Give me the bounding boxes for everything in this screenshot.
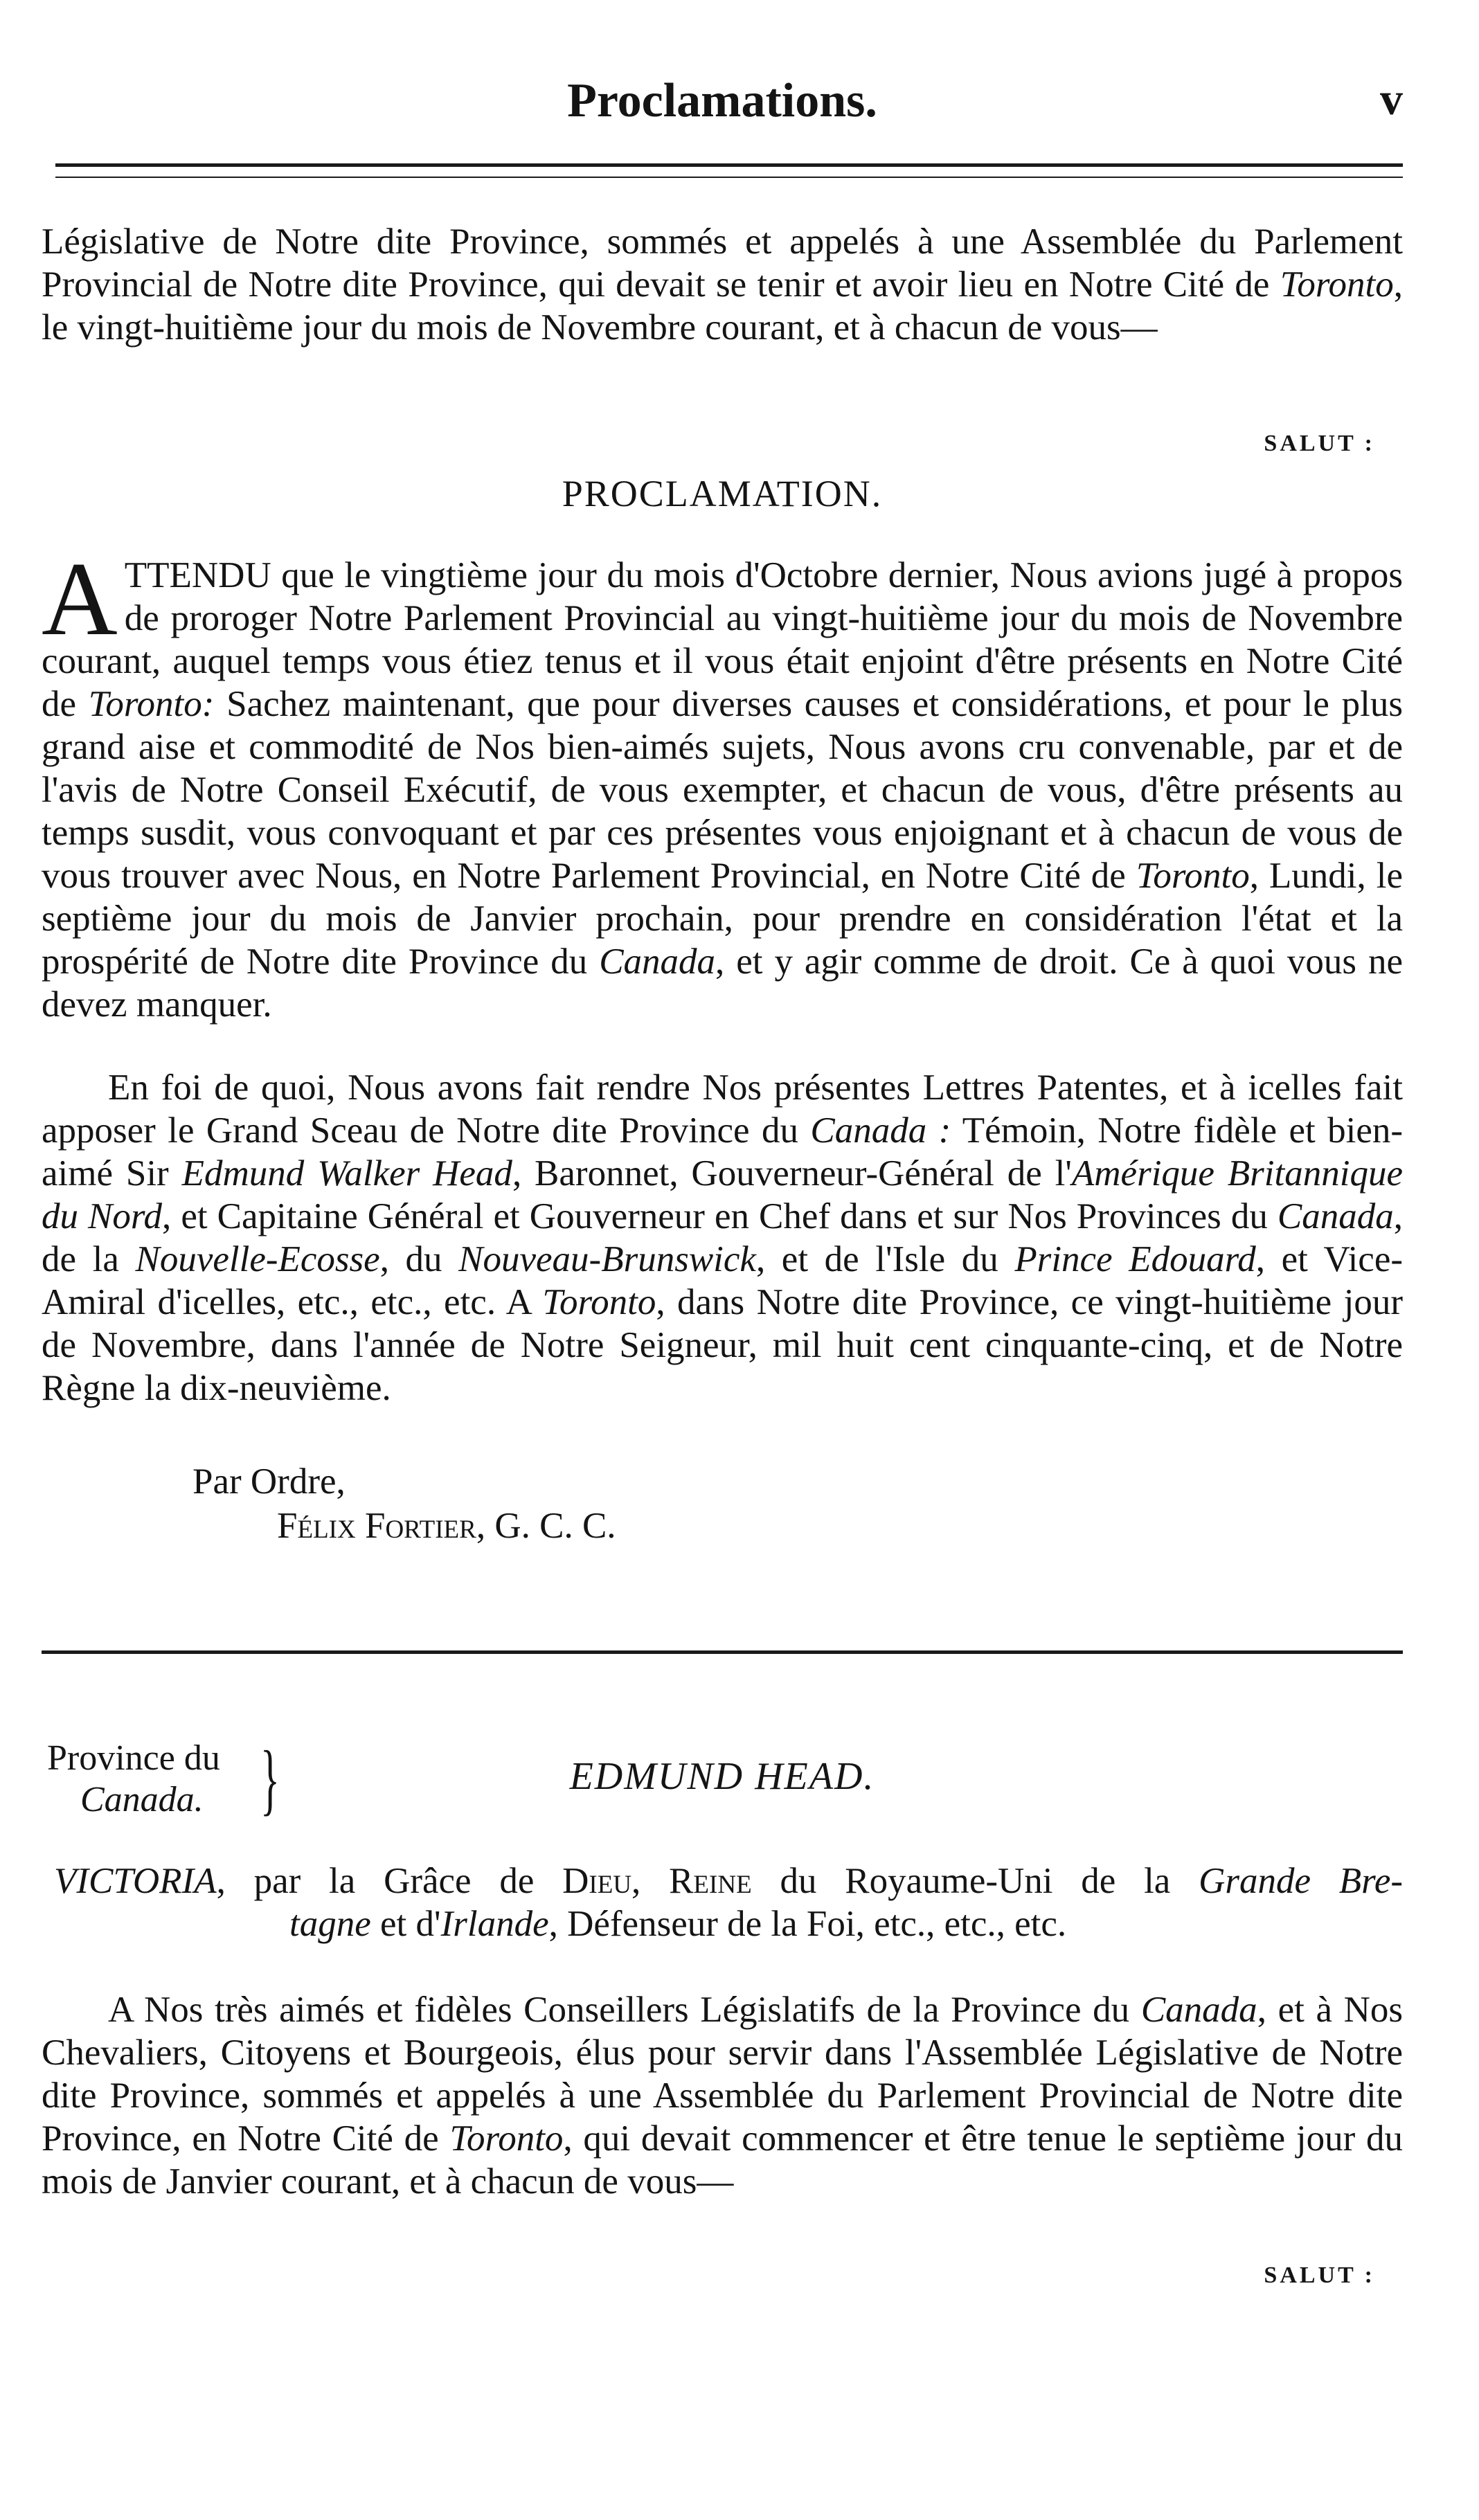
address-paragraph [42,1988,1403,2203]
proclamation-text-d: , et y agir comme de droit. Ce à quoi vous ne devez manquer. [42,942,1404,1025]
proclamation-paragraph [42,541,1404,1026]
section-divider [42,1650,1403,1654]
place-name: Amérique Britannique du Nord [42,1153,1403,1236]
proclamation-text-a: TTENDU que le vingtième jour du mois d'Octobre dernier, Nous avions jugé à propos de proroger Notre Parlement Provincial au vingt-huitième jour du mois de Novembre courant, auquel temps vous étiez tenus et il vous était enjoint d'être présents en Notre Cité de [42,555,1403,724]
royal-style-line-1 [54,1860,1403,1902]
testimony-text: , et de l'Isle du [755,1239,1015,1279]
salut-2: SALUT : [1264,2262,1375,2288]
place-name: Nouveau-Brunswick [458,1239,756,1279]
royal-style-text: et d' [370,1904,441,1944]
city-name: Toronto [449,2118,564,2159]
province-name: Canada [599,942,716,982]
province-name: Canada [1140,1990,1257,2030]
drop-cap: A [42,541,118,657]
continuation-text-end: , le vingt-huitième jour du mois de Novembre courant, et à chacun de vous— [42,264,1403,348]
testimony-text: , Baronnet, Gouverneur-Général de l' [512,1153,1072,1194]
place-name: Irlande [440,1904,549,1944]
province-name: Canada : [810,1110,951,1151]
proclamation-text-b: Sachez maintenant, que pour diverses causes et considérations, et pour le plus grand aise et commodité de Nos bien-aimés sujets, Nous avons cru convenable, par et de l'avis de Notre Conseil Exécutif, de vous exempter, et chacun de vous, d'être présents au temps susdit, vous convoquant et par ces présentes vous enjoignant et à chacun de vous de vous trouver avec Nous, en Notre Parlement Provincial, en Notre Cité de [42,684,1403,896]
signatory-name: Félix Fortier [277,1506,476,1546]
par-ordre: Par Ordre, [192,1461,346,1502]
testimony-paragraph [42,1066,1403,1410]
testimony-text: En foi de quoi, Nous avons fait rendre Nos présentes Lettres Patentes, et à icelles fait apposer le Grand Sceau de Notre dite Province du [42,1068,1403,1151]
continuation-paragraph [42,220,1403,349]
proclamation-heading: PROCLAMATION. [562,473,883,514]
city-name: Toronto [542,1282,656,1322]
testimony-text: , de la [42,1196,1403,1279]
royal-style-line-2 [54,1902,1403,1945]
salut-1: SALUT : [1264,431,1375,456]
city-name: Toronto [1280,264,1394,305]
royal-style-text: , par la Grâce de [216,1861,563,1901]
proclamation-text-c: , Lundi, le septième jour du mois de Janvier prochain, pour prendre en considération l'état et la prospérité de Notre dite Province du [42,856,1403,982]
testimony-text: , du [379,1239,459,1279]
city-name: Toronto [1136,856,1250,896]
address-text: , et à Nos Chevaliers, Citoyens et Bourgeois, élus pour servir dans l'Assemblée Législative de Notre dite Province, sommés et appelés à une Assemblée du Parlement Provincial de Notre dite Province, en Notre Cité de [42,1990,1403,2159]
city-name: Toronto: [88,684,215,724]
header-rule [55,163,1403,178]
province-name: Canada [1277,1196,1394,1236]
governor-name: Edmund Walker Head [181,1153,512,1194]
page-number: v [1380,74,1403,125]
testimony-text: , et Capitaine Général et Gouverneur en Chef dans et sur Nos Provinces du [162,1196,1278,1236]
running-title: Proclamations. [567,74,877,127]
place-name: Nouvelle-Ecosse [135,1239,380,1279]
testimony-text: , et Vice-Amiral d'icelles, etc., etc., etc. A [42,1239,1404,1322]
royal-style-reine: Reine [669,1861,752,1901]
place-name: Prince Edouard [1014,1239,1256,1279]
royal-style-text: , [631,1861,670,1901]
governor-signature-heading: EDMUND HEAD. [569,1755,875,1798]
continuation-text: Législative de Notre dite Province, sommés et appelés à une Assemblée du Parlement Provincial de Notre dite Province, qui devait se tenir et avoir lieu en Notre Cité de [42,222,1403,305]
page-header [42,66,1403,143]
testimony-text: Témoin, Notre fidèle et bien-aimé Sir [42,1110,1404,1194]
royal-style [54,1860,1403,1945]
province-line-2: Canada. [80,1780,204,1819]
royal-style-text: , Défenseur de la Foi, etc., etc., etc. [548,1904,1067,1944]
royal-style-dieu: Dieu [562,1861,632,1901]
signatory-suffix: , G. C. C. [476,1506,616,1546]
place-name: Grande Bre- [1199,1861,1403,1901]
signatory [277,1505,616,1547]
place-name: tagne [289,1904,371,1944]
document-page [42,0,1403,2520]
address-text: , qui devait commencer et être tenue le septième jour du mois de Janvier courant, et à chacun de vous— [42,2118,1404,2202]
address-text: A Nos très aimés et fidèles Conseillers Législatifs de la Province du [108,1990,1141,2030]
sovereign-name: VICTORIA [54,1861,217,1901]
province-line-1: Province du [47,1738,220,1778]
testimony-text: , dans Notre dite Province, ce vingt-huitième jour de Novembre, dans l'année de Notre Seigneur, mil huit cent cinquante-cinq, et de Notre Règne la dix-neuvième. [42,1282,1403,1408]
royal-style-text: du Royaume-Uni de la [751,1861,1199,1901]
brace-symbol: } [260,1735,280,1824]
